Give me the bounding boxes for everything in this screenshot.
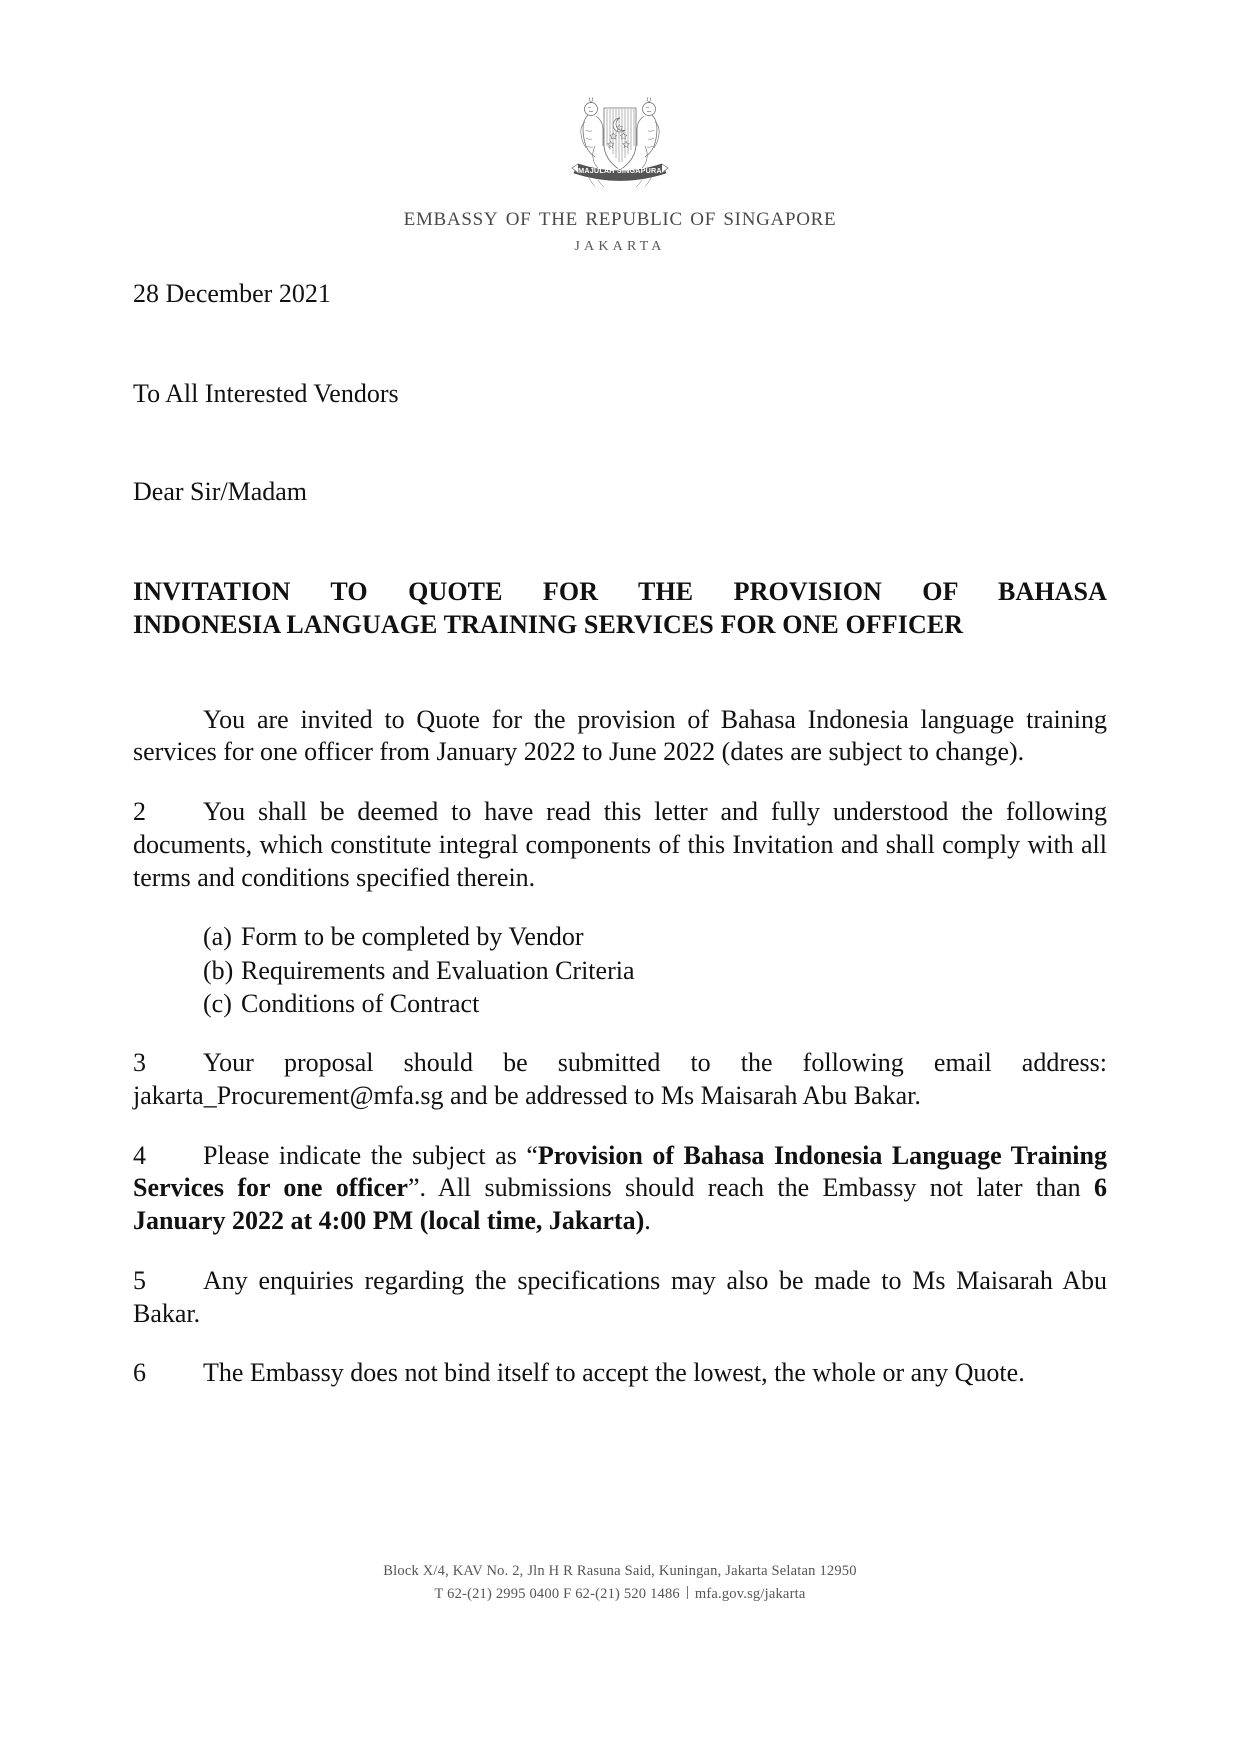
paragraph-2 bbox=[133, 796, 1107, 894]
list-item-label: Conditions of Contract bbox=[241, 988, 480, 1018]
crest-motto-text: MAJULAH SINGAPURA bbox=[578, 166, 662, 175]
letterhead-organisation: embassy of the republic of singapore bbox=[403, 201, 837, 231]
paragraph-4-deadline-bold: 6 January 2022 at 4:00 PM (local time, Jakarta) bbox=[133, 1173, 1107, 1236]
letter-recipient: To All Interested Vendors bbox=[133, 378, 399, 408]
footer-contact-line bbox=[0, 1583, 1240, 1605]
list-item-label: Form to be completed by Vendor bbox=[241, 922, 584, 952]
paragraph-3-number: 3 bbox=[133, 1048, 146, 1078]
paragraph-4-text-part-1: Please indicate the subject as “ bbox=[203, 1140, 538, 1170]
page-footer bbox=[0, 1560, 1240, 1605]
documents-list bbox=[203, 920, 1107, 1020]
list-item-marker: (b) bbox=[203, 955, 234, 985]
letter-title-line-1: INVITATION TO QUOTE FOR THE PROVISION OF BAHASA bbox=[133, 576, 1107, 606]
list-item-marker: (c) bbox=[203, 988, 232, 1018]
letter-title bbox=[133, 575, 1107, 642]
paragraph-6-number: 6 bbox=[133, 1358, 146, 1388]
letter-salutation: Dear Sir/Madam bbox=[133, 477, 308, 506]
paragraph-4 bbox=[133, 1140, 1107, 1238]
letter-date: 28 December 2021 bbox=[133, 279, 331, 308]
letterhead bbox=[0, 0, 1240, 255]
letter-title-line-2: INDONESIA LANGUAGE TRAINING SERVICES FOR ONE OFFICER bbox=[133, 610, 964, 640]
paragraph-5 bbox=[133, 1265, 1107, 1331]
paragraph-6 bbox=[133, 1357, 1107, 1390]
paragraph-4-text-part-2: ”. All submissions should reach the Embassy not later than bbox=[407, 1173, 1094, 1203]
list-item-label: Requirements and Evaluation Criteria bbox=[241, 955, 635, 985]
list-item bbox=[203, 920, 1107, 953]
paragraph-3-text: Your proposal should be submitted to the following email address: jakarta_Procurement@mfa.sg and be addressed to Ms Maisarah Abu Bakar. bbox=[133, 1048, 1107, 1110]
footer-phone-fax: T 62-(21) 2995 0400 F 62-(21) 520 1486 bbox=[434, 1585, 680, 1602]
list-item bbox=[203, 954, 1107, 987]
paragraph-3 bbox=[133, 1047, 1107, 1113]
paragraph-4-number: 4 bbox=[133, 1140, 146, 1170]
list-item-marker: (a) bbox=[203, 922, 232, 952]
singapore-coat-of-arms-icon bbox=[564, 92, 676, 188]
paragraph-1: You are invited to Quote for the provision of Bahasa Indonesia language training services for one officer from January 2022 to June 2022 (dates are subject to change). bbox=[133, 704, 1107, 767]
footer-website: mfa.gov.sg/jakarta bbox=[694, 1585, 806, 1602]
list-item bbox=[203, 987, 1107, 1020]
paragraph-2-number: 2 bbox=[133, 797, 146, 827]
paragraph-4-text-part-3: . bbox=[644, 1206, 651, 1236]
paragraph-5-text: Any enquiries regarding the specifications may also be made to Ms Maisarah Abu Bakar. bbox=[133, 1265, 1107, 1328]
footer-divider bbox=[687, 1586, 688, 1599]
footer-address: Block X/4, KAV No. 2, Jln H R Rasuna Said, Kuningan, Jakarta Selatan 12950 bbox=[383, 1563, 857, 1580]
paragraph-4-subject-bold: Provision of Bahasa Indonesia Language Training Services for one officer bbox=[133, 1140, 1107, 1203]
letter-body bbox=[133, 278, 1107, 1416]
paragraph-6-text: The Embassy does not bind itself to accept the lowest, the whole or any Quote. bbox=[203, 1358, 1025, 1388]
letterhead-city: JAKARTA bbox=[574, 239, 666, 255]
paragraph-2-text: You shall be deemed to have read this letter and fully understood the following documents, which constitute integral components of this Invitation and shall comply with all terms and conditions specified therein. bbox=[133, 797, 1107, 892]
paragraph-5-number: 5 bbox=[133, 1265, 146, 1295]
